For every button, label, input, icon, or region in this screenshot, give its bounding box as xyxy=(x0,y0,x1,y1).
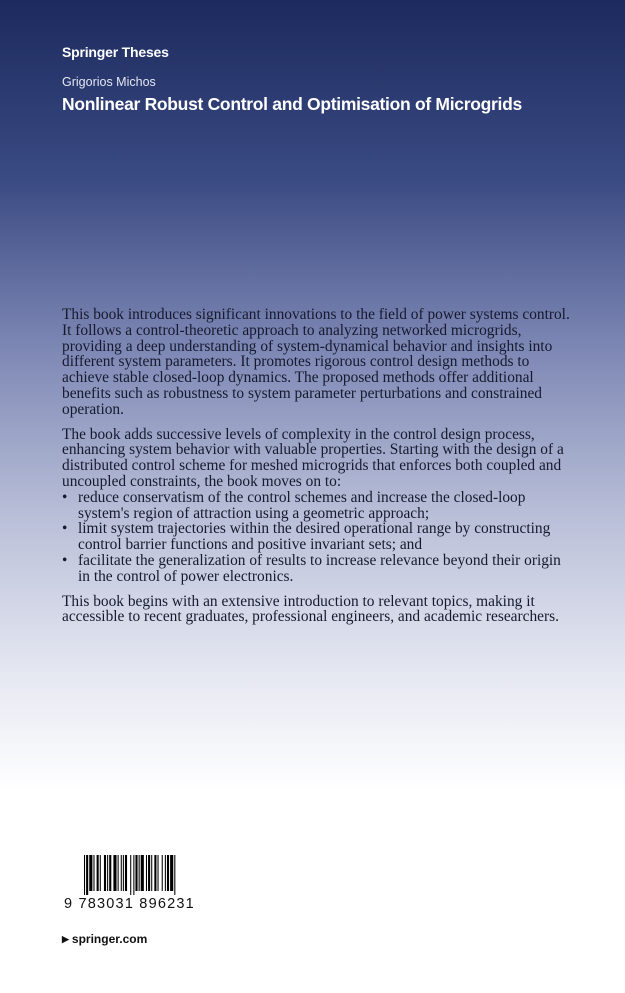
barcode-bar xyxy=(148,855,150,891)
barcode-bar xyxy=(86,855,88,895)
barcode-bar xyxy=(97,855,99,891)
bullet-text: reduce conservatism of the control schemes and increase the closed-loop system's region of attraction using a geometric approach; xyxy=(78,488,526,522)
barcode-bar xyxy=(170,855,173,891)
bullet-text: facilitate the generalization of results to increase relevance beyond their origin in the control of power electronics. xyxy=(78,551,561,585)
book-title: Nonlinear Robust Control and Optimisation of Microgrids xyxy=(62,94,522,114)
barcode-bar xyxy=(89,855,92,891)
barcode-bar xyxy=(113,855,116,891)
barcode-bar xyxy=(174,855,175,895)
barcode-bar xyxy=(125,855,127,891)
barcode-bar xyxy=(104,855,106,891)
barcode-bar xyxy=(167,855,169,891)
barcode-bar xyxy=(154,855,156,891)
barcode-bar xyxy=(158,855,159,891)
barcode-bar xyxy=(84,855,85,895)
barcode-bar xyxy=(118,855,119,891)
springer-link-text: springer.com xyxy=(71,932,148,946)
barcode-bar xyxy=(100,855,101,891)
list-item xyxy=(62,521,574,553)
barcode-bar xyxy=(133,855,134,895)
barcode-bar xyxy=(162,855,163,891)
barcode-bar xyxy=(146,855,147,891)
springer-website-link[interactable] xyxy=(62,932,147,946)
barcode-bar xyxy=(141,855,144,891)
series-name: Springer Theses xyxy=(62,44,169,60)
author-name: Grigorios Michos xyxy=(62,75,156,89)
barcode-bar xyxy=(109,855,111,891)
bullet-icon: • xyxy=(62,551,68,569)
barcode-bar xyxy=(107,855,108,891)
blurb-paragraph-2: The book adds successive levels of complexity in the control design process, enhancing system behavior with valuable properties. Starting with the design of a distributed control scheme for meshed microgrids that enforces both coupled and uncoupled constraints, the book moves on to: xyxy=(62,425,564,490)
bullet-icon: • xyxy=(62,520,68,538)
barcode-bar xyxy=(121,855,122,891)
list-item xyxy=(62,490,574,522)
isbn-number: 9 783031 896231 xyxy=(64,896,195,912)
barcode-bar xyxy=(123,855,124,891)
blurb-bullet-list xyxy=(62,490,574,585)
bullet-text: limit system trajectories within the desired operational range by constructing control barrier functions and positive invariant sets; and xyxy=(78,520,551,554)
barcode-bar xyxy=(139,855,140,891)
list-item xyxy=(62,553,574,585)
barcode-bars xyxy=(62,855,222,895)
blurb-paragraph-1: This book introduces significant innovations to the field of power systems control. It follows a control-theoretic approach to analyzing networked microgrids, providing a deep understanding of system-dynamical behavior and insights into different system parameters. It promotes rigorous control design methods to achieve stable closed-loop dynamics. The proposed methods offer additional benefits such as robustness to system parameter perturbations and constrained operation. xyxy=(62,306,570,418)
barcode-bar xyxy=(93,855,94,891)
barcode-bar xyxy=(130,855,131,895)
barcode-bar xyxy=(151,855,152,891)
blurb-paragraph-3: This book begins with an extensive introduction to relevant topics, making it accessible to recent graduates, professional engineers, and academic researchers. xyxy=(62,592,559,626)
back-cover-blurb xyxy=(62,307,574,634)
barcode-bar xyxy=(165,855,166,891)
bullet-icon: • xyxy=(62,488,68,506)
barcode-bar xyxy=(135,855,137,891)
triangle-right-icon: ▶ xyxy=(62,934,69,944)
